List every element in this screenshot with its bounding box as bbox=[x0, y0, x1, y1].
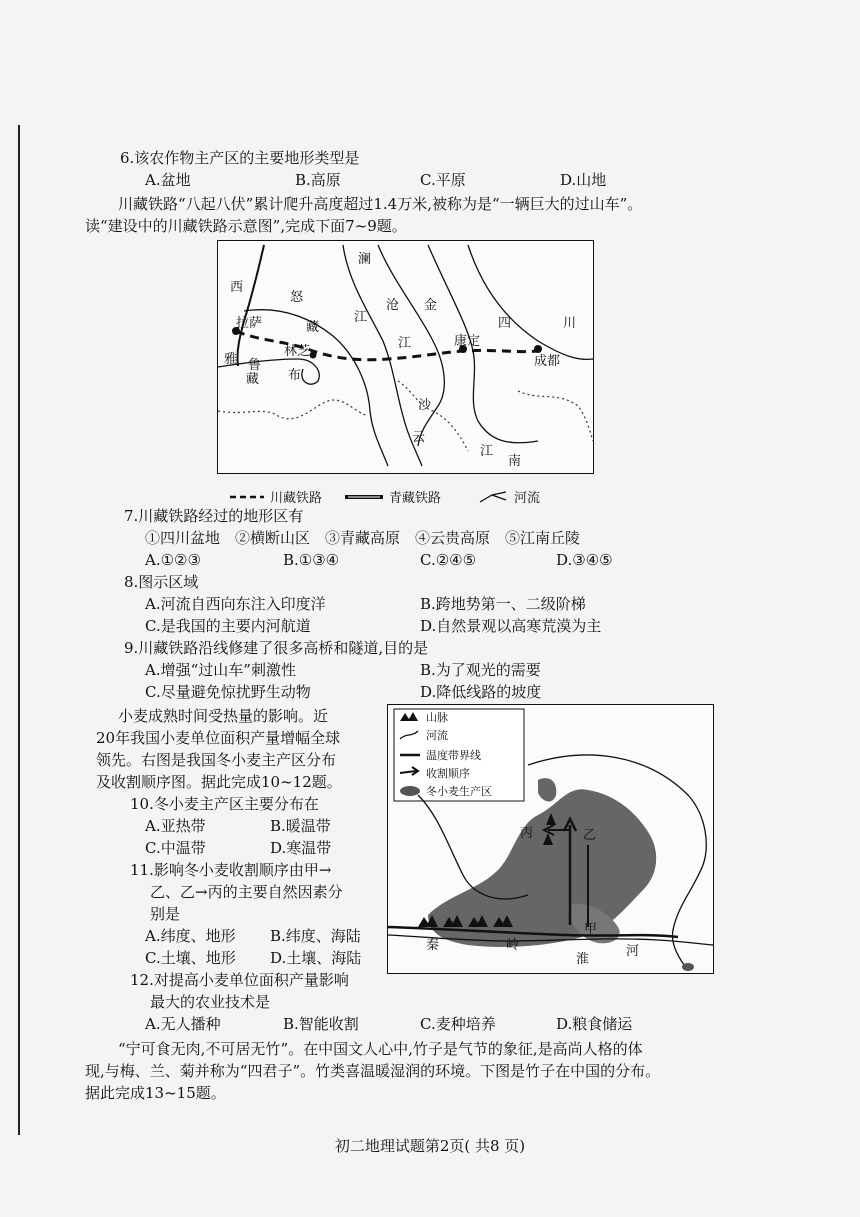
label-xi: 西 bbox=[230, 280, 244, 295]
page-footer: 初二地理试题第2页( 共8 页) bbox=[334, 1137, 526, 1155]
q8-option-a: A.河流自西向东注入印度洋 bbox=[145, 595, 326, 613]
q7-stem: 7.川藏铁路经过的地形区有 bbox=[124, 507, 304, 525]
q12-option-b: B.智能收割 bbox=[283, 1015, 359, 1033]
q10-option-b: B.暖温带 bbox=[270, 817, 331, 835]
q10-option-c: C.中温带 bbox=[145, 839, 206, 857]
label-lu: 鲁 bbox=[248, 358, 262, 373]
q11-option-b: B.纬度、海陆 bbox=[270, 927, 361, 945]
q6-option-c: C.平原 bbox=[420, 171, 466, 189]
label-bu: 布 bbox=[288, 368, 302, 383]
label-lan: 澜 bbox=[358, 252, 372, 267]
q12-option-d: D.粮食储运 bbox=[556, 1015, 633, 1033]
label-cang: 沧 bbox=[386, 298, 400, 313]
label-zang: 藏 bbox=[306, 320, 320, 335]
province-line-2 bbox=[518, 391, 593, 441]
legend-temp-line-label: 温度带界线 bbox=[426, 749, 481, 762]
page-binding-edge bbox=[18, 125, 20, 1135]
label-ling: 岭 bbox=[506, 938, 520, 953]
label-jiang1: 江 bbox=[354, 310, 368, 325]
label-he: 河 bbox=[626, 944, 640, 959]
label-jia: 甲 bbox=[584, 922, 598, 937]
sichuan-tibet-railway-map bbox=[217, 240, 594, 474]
min-river bbox=[468, 245, 593, 359]
winter-wheat-patch bbox=[538, 778, 556, 801]
q8-stem: 8.图示区域 bbox=[124, 573, 199, 591]
q11-stem-1: 11.影响冬小麦收割顺序由甲→ bbox=[130, 861, 332, 879]
label-jiang2: 江 bbox=[398, 336, 412, 351]
q10-option-d: D.寒温带 bbox=[270, 839, 332, 857]
label-yun: 云 bbox=[412, 430, 426, 445]
q12-stem-2: 最大的农业技术是 bbox=[150, 993, 271, 1011]
q8-option-c: C.是我国的主要内河航道 bbox=[145, 617, 311, 635]
intro-13-15-line2: 现,与梅、兰、菊并称为“四君子”。竹类喜温暖湿润的环境。下图是竹子在中国的分布。 bbox=[85, 1062, 661, 1080]
legend-wheat-label: 冬小麦生产区 bbox=[426, 785, 492, 798]
lancang-river bbox=[343, 245, 422, 466]
winter-wheat-map bbox=[387, 704, 714, 974]
q6-option-b: B.高原 bbox=[295, 171, 341, 189]
yalong-river bbox=[428, 245, 538, 443]
legend-mountain-label: 山脉 bbox=[426, 711, 448, 724]
legend-qingzang bbox=[345, 487, 441, 506]
legend-harvest-label: 收割顺序 bbox=[426, 767, 470, 780]
q10-option-a: A.亚热带 bbox=[145, 817, 206, 835]
river-line bbox=[237, 245, 264, 366]
q10-stem: 10.冬小麦主产区主要分布在 bbox=[130, 795, 319, 813]
label-kangding: 康定 bbox=[454, 334, 481, 349]
legend-river2-label: 河流 bbox=[426, 729, 448, 742]
legend-qingzang-label: 青藏铁路 bbox=[389, 491, 442, 506]
chengdu-dot bbox=[534, 345, 542, 353]
legend-river-label: 河流 bbox=[514, 491, 541, 506]
q12-option-a: A.无人播种 bbox=[145, 1015, 221, 1033]
q7-option-c: C.②④⑤ bbox=[420, 551, 477, 569]
q6-option-a: A.盆地 bbox=[145, 171, 191, 189]
q6-option-d: D.山地 bbox=[560, 171, 607, 189]
q11-option-a: A.纬度、地形 bbox=[145, 927, 236, 945]
intro-10-12-line4: 及收割顺序图。据此完成10~12题。 bbox=[96, 773, 342, 791]
label-jiang3: 江 bbox=[480, 444, 494, 459]
province-line bbox=[398, 381, 468, 451]
intro-13-15-line3: 据此完成13~15题。 bbox=[85, 1084, 226, 1102]
railway-map-svg bbox=[218, 241, 593, 473]
q9-option-a: A.增强“过山车”刺激性 bbox=[145, 661, 296, 679]
intro-10-12-line1: 小麦成熟时间受热量的影响。近 bbox=[118, 707, 329, 725]
wheat-map-svg bbox=[388, 705, 713, 973]
q6-stem: 6.该农作物主产区的主要地形类型是 bbox=[120, 149, 360, 167]
river-icon bbox=[478, 490, 508, 504]
sichuan-tibet-railway bbox=[236, 331, 538, 360]
intro-7-9-line1: 川藏铁路“八起八伏”累计爬升高度超过1.4万米,被称为是“一辆巨大的过山车”。 bbox=[118, 195, 643, 213]
legend-chuanzang-label: 川藏铁路 bbox=[270, 491, 323, 506]
q9-option-c: C.尽量避免惊扰野生动物 bbox=[145, 683, 311, 701]
winter-wheat-area bbox=[428, 789, 656, 947]
label-huai: 淮 bbox=[576, 952, 590, 967]
label-lasa: 拉萨 bbox=[236, 316, 263, 331]
label-nu: 怒 bbox=[290, 290, 304, 305]
label-qin: 秦 bbox=[426, 938, 440, 953]
intro-10-12-line2: 20年我国小麦单位面积产量增幅全球 bbox=[96, 729, 341, 747]
q7-items: ①四川盆地 ②横断山区 ③青藏高原 ④云贵高原 ⑤江南丘陵 bbox=[145, 529, 581, 547]
q8-option-b: B.跨地势第一、二级阶梯 bbox=[420, 595, 586, 613]
intro-7-9-line2: 读“建设中的川藏铁路示意图”,完成下面7~9题。 bbox=[85, 217, 407, 235]
q7-option-a: A.①②③ bbox=[145, 551, 201, 569]
label-chuan: 川 bbox=[563, 316, 577, 331]
legend-wheat-icon bbox=[400, 786, 420, 796]
q9-stem: 9.川藏铁路沿线修建了很多高桥和隧道,目的是 bbox=[124, 639, 429, 657]
intro-10-12-line3: 领先。右图是我国冬小麦主产区分布 bbox=[96, 751, 337, 769]
label-si: 四 bbox=[498, 316, 512, 331]
label-nan: 南 bbox=[508, 454, 522, 469]
label-zang2: 藏 bbox=[246, 372, 260, 387]
q12-option-c: C.麦种培养 bbox=[420, 1015, 496, 1033]
label-chengdu: 成都 bbox=[534, 354, 561, 369]
label-jin: 金 bbox=[424, 298, 438, 313]
q9-option-d: D.降低线路的坡度 bbox=[420, 683, 542, 701]
legend-river bbox=[478, 487, 540, 506]
q9-option-b: B.为了观光的需要 bbox=[420, 661, 541, 679]
q8-option-d: D.自然景观以高寒荒漠为主 bbox=[420, 617, 602, 635]
q11-stem-2: 乙、乙→丙的主要自然因素分 bbox=[150, 883, 343, 901]
solid-railway-icon bbox=[345, 493, 383, 501]
border-line bbox=[218, 400, 368, 419]
dashed-line-icon bbox=[230, 494, 264, 500]
label-ya: 雅 bbox=[224, 352, 238, 367]
q11-option-d: D.土壤、海陆 bbox=[270, 949, 362, 967]
intro-13-15-line1: “宁可食无肉,不可居无竹”。在中国文人心中,竹子是气节的象征,是高尚人格的体 bbox=[118, 1040, 643, 1058]
q7-option-d: D.③④⑤ bbox=[556, 551, 613, 569]
label-yi: 乙 bbox=[583, 828, 597, 843]
nyingchi-dot bbox=[310, 352, 317, 359]
legend-chuanzang bbox=[230, 487, 322, 506]
label-sha: 沙 bbox=[418, 398, 432, 413]
q11-stem-3: 别是 bbox=[150, 905, 181, 923]
island-mark bbox=[682, 963, 694, 971]
q11-option-c: C.土壤、地形 bbox=[145, 949, 236, 967]
jinsha-river bbox=[378, 245, 444, 446]
q7-option-b: B.①③④ bbox=[283, 551, 340, 569]
label-linzhi: 林芝 bbox=[284, 344, 311, 359]
label-bing: 丙 bbox=[520, 826, 534, 841]
q12-stem-1: 12.对提高小麦单位面积产量影响 bbox=[130, 971, 349, 989]
